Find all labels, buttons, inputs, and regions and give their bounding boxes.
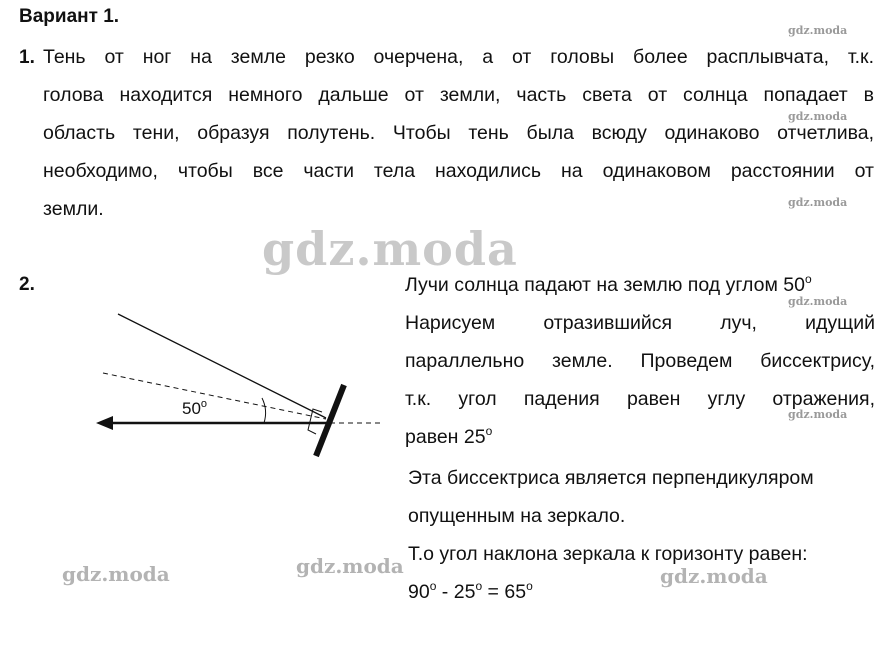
angle-label: 50$^o$: [182, 398, 208, 418]
watermark-small-1: gdz.moda: [788, 24, 848, 37]
task2-line-4: т.к. угол падения равен углу отражения,: [405, 388, 875, 410]
task1-number: 1.: [19, 47, 35, 68]
task2-formula: $90^o - 25^o = 65^o$: [408, 579, 533, 603]
watermark-small-3: gdz.moda: [788, 196, 848, 209]
task2-line-2: Нарисуем отразившийся луч, идущий: [405, 312, 875, 334]
task1-line-2: голова находится немного дальше от земли, часть света от солнца попадает в: [43, 84, 874, 106]
arrow-head-icon: [96, 416, 113, 430]
task2-line-7: опущенным на зеркало.: [408, 505, 626, 527]
bisector-line: [103, 373, 326, 419]
watermark-small-4: gdz.moda: [788, 295, 848, 308]
watermark-mid-2: gdz.moda: [296, 554, 404, 578]
watermark-small-2: gdz.moda: [788, 110, 848, 123]
task2-text-lower: [408, 459, 874, 611]
watermark-mid-3: gdz.moda: [660, 564, 768, 588]
watermark-large: gdz.moda: [262, 222, 518, 276]
task1-line-3: область тени, образуя полутень. Чтобы тень была всюду одинаково отчетлива,: [43, 122, 874, 144]
task2-number: 2.: [19, 274, 35, 295]
mirror: [316, 385, 344, 456]
watermark-small-5: gdz.moda: [788, 408, 848, 421]
task2-line-3: параллельно земле. Проведем биссектрису,: [405, 350, 875, 372]
task2-line-6: Эта биссектриса является перпендикуляром: [408, 467, 814, 489]
variant-title: Вариант 1.: [19, 6, 120, 27]
task1-line-1: Тень от ног на земле резко очерчена, а от головы более расплывчата, т.к.: [43, 46, 874, 68]
angle-arc: [262, 398, 266, 423]
task2-line-1: Лучи солнца падают на землю под углом 50$^o$: [405, 272, 812, 296]
watermark-mid-1: gdz.moda: [62, 562, 170, 586]
task2-line-8: Т.о угол наклона зеркала к горизонту равен:: [408, 543, 808, 565]
task1-line-4: необходимо, чтобы все части тела находились на одинаковом расстоянии от: [43, 160, 874, 182]
task1-line-5: земли.: [43, 198, 104, 220]
task2-line-5: равен 25$^o$: [405, 424, 493, 448]
incident-ray: [118, 314, 326, 418]
